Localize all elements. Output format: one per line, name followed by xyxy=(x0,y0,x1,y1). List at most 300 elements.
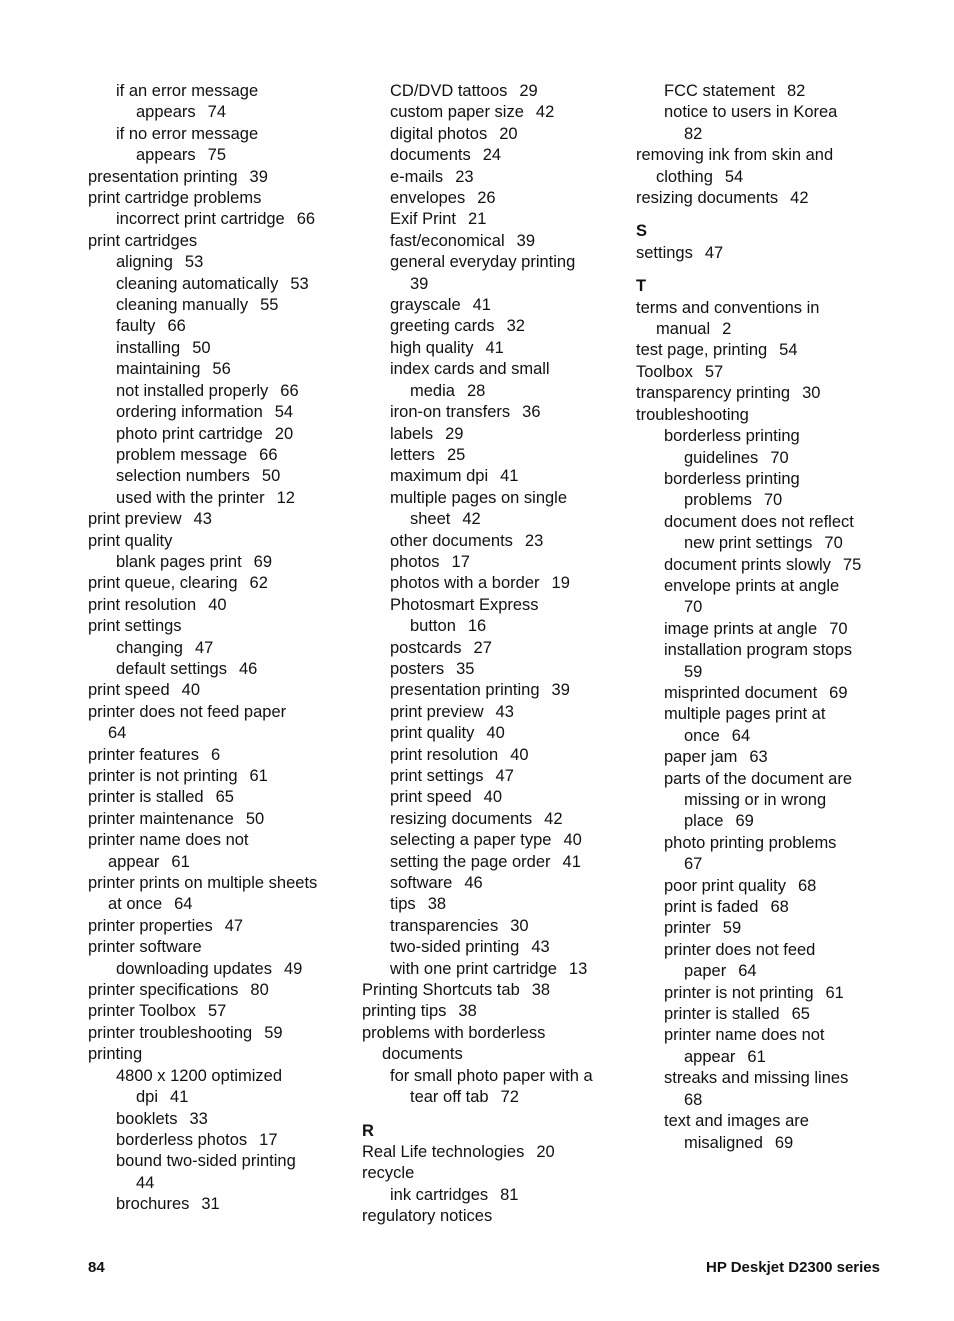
index-entry xyxy=(636,1090,898,1111)
index-entry-text: incorrect print cartridge xyxy=(116,210,285,229)
index-entry-text: clothing xyxy=(656,167,713,186)
index-entry xyxy=(362,102,624,123)
index-entry xyxy=(88,359,350,380)
index-entry-text: grayscale xyxy=(390,296,461,315)
index-entry xyxy=(88,573,350,594)
index-entry-text: printer is not printing xyxy=(88,767,238,785)
index-entry-text: default settings xyxy=(116,659,227,678)
index-entry-page: 40 xyxy=(510,745,529,764)
index-entry xyxy=(636,448,898,469)
index-entry xyxy=(362,1001,624,1022)
index-entry xyxy=(636,918,898,939)
index-entry xyxy=(636,81,898,102)
index-entry-page: 26 xyxy=(477,189,496,208)
index-entry-text: booklets xyxy=(116,1109,178,1128)
index-entry xyxy=(88,937,350,958)
index-entry xyxy=(362,616,624,637)
index-entry-text: problems xyxy=(684,491,752,510)
index-entry-text: presentation printing xyxy=(390,681,540,700)
index-entry xyxy=(362,659,624,680)
index-entry xyxy=(636,555,898,576)
index-entry-page: 27 xyxy=(473,638,492,657)
index-entry-text: printer does not feed paper xyxy=(88,702,287,721)
index-entry-text: photo print cartridge xyxy=(116,424,263,443)
index-entry-page: 28 xyxy=(466,381,486,400)
index-entry xyxy=(362,124,624,145)
index-entry xyxy=(362,552,624,573)
index-entry xyxy=(362,745,624,766)
index-entry xyxy=(362,338,624,359)
index-entry-text: printer name does not xyxy=(664,1026,825,1045)
index-entry-text: problems with borderless xyxy=(362,1023,546,1042)
index-entry xyxy=(636,619,898,640)
index-entry xyxy=(88,787,350,808)
index-entry-text: Printing Shortcuts tab xyxy=(362,981,520,1000)
index-entry xyxy=(88,1087,350,1108)
index-entry xyxy=(636,243,898,264)
index-entry-page: 50 xyxy=(261,467,281,486)
index-entry-text: sheet xyxy=(410,510,451,529)
index-entry xyxy=(88,702,350,723)
index-entry-text: high quality xyxy=(390,338,474,357)
index-entry xyxy=(88,252,350,273)
index-entry xyxy=(362,1023,624,1044)
index-entry-text: dpi xyxy=(136,1088,159,1107)
index-entry xyxy=(362,916,624,937)
index-entry xyxy=(88,102,350,123)
index-entry-page: 24 xyxy=(482,146,502,165)
index-entry xyxy=(88,466,350,487)
index-entry xyxy=(362,638,624,659)
index-entry xyxy=(88,338,350,359)
index-entry-text: print queue, clearing xyxy=(88,574,238,593)
index-entry xyxy=(88,980,350,1001)
index-entry-page: 74 xyxy=(207,103,226,122)
index-entry-page: 68 xyxy=(684,1090,703,1109)
book-title: HP Deskjet D2300 series xyxy=(705,1259,880,1276)
index-entry xyxy=(362,1044,624,1065)
index-entry xyxy=(362,359,624,380)
index-entry-page: 66 xyxy=(280,381,299,400)
index-entry-page: 40 xyxy=(208,595,227,614)
index-entry-page: 29 xyxy=(445,424,464,443)
index-entry-text: for small photo paper with a xyxy=(390,1066,593,1085)
index-entry-text: printer software xyxy=(88,938,202,957)
index-entry-text: photos with a border xyxy=(390,574,540,593)
index-entry-page: 20 xyxy=(499,124,518,143)
index-entry-text: poor print quality xyxy=(664,876,786,895)
index-entry-text: documents xyxy=(390,146,471,165)
index-entry-text: notice to users in Korea xyxy=(664,103,838,122)
index-entry xyxy=(362,830,624,851)
index-entry-text: posters xyxy=(390,659,445,678)
index-entry-text: button xyxy=(410,617,456,636)
index-entry-page: 69 xyxy=(735,812,754,831)
index-entry xyxy=(88,381,350,402)
index-entry xyxy=(636,1047,898,1068)
index-entry-text: recycle xyxy=(362,1164,415,1183)
index-entry xyxy=(636,102,898,123)
index-entry-page: 33 xyxy=(189,1109,208,1128)
index-entry xyxy=(88,1001,350,1022)
index-entry-text: printer maintenance xyxy=(88,809,234,828)
index-entry-text: image prints at angle xyxy=(664,619,818,638)
index-entry-page: 50 xyxy=(245,809,265,828)
index-entry-text: printer troubleshooting xyxy=(88,1023,253,1042)
index-entry-text: resizing documents xyxy=(390,809,533,828)
index-entry-text: selection numbers xyxy=(116,467,250,486)
index-entry xyxy=(88,745,350,766)
index-entry xyxy=(636,576,898,597)
index-entry xyxy=(636,469,898,490)
index-entry xyxy=(636,340,898,361)
index-entry-text: maximum dpi xyxy=(390,467,489,486)
index-entry-page: 41 xyxy=(472,296,491,315)
index-entry-text: FCC statement xyxy=(664,82,775,100)
index-entry xyxy=(362,1087,624,1108)
index-entry xyxy=(636,1025,898,1046)
index-entry-text: photos xyxy=(390,552,440,571)
index-entry-text: misprinted document xyxy=(664,683,818,702)
index-entry-text: misaligned xyxy=(684,1133,763,1152)
index-entry-text: multiple pages on single xyxy=(390,488,568,507)
index-entry xyxy=(362,595,624,616)
index-entry-page: 41 xyxy=(500,467,519,486)
index-entry-page: 39 xyxy=(516,231,535,250)
index-entry-text: installing xyxy=(116,338,181,357)
index-entry-page: 21 xyxy=(468,210,487,229)
index-entry xyxy=(636,940,898,961)
index-entry-page: 66 xyxy=(259,445,278,464)
index-entry-text: paper jam xyxy=(664,748,738,767)
index-entry-text: guidelines xyxy=(684,448,759,467)
index-column-3 xyxy=(636,81,898,1154)
index-entry xyxy=(636,383,898,404)
index-entry-text: resizing documents xyxy=(636,189,779,208)
index-entry xyxy=(88,916,350,937)
index-entry-page: 42 xyxy=(544,809,563,828)
index-entry-text: tear off tab xyxy=(410,1088,489,1107)
index-column-1 xyxy=(88,81,350,1216)
index-entry-text: letters xyxy=(390,445,435,464)
index-entry-text: print cartridge problems xyxy=(88,189,262,208)
index-entry-page: 75 xyxy=(207,146,226,165)
index-entry-page: 30 xyxy=(802,384,821,403)
index-entry-text: envelopes xyxy=(390,189,466,208)
index-entry xyxy=(88,188,350,209)
index-entry-text: CD/DVD tattoos xyxy=(390,82,508,100)
index-entry-page: 40 xyxy=(181,681,200,700)
index-entry-text: envelope prints at angle xyxy=(664,576,840,595)
index-entry-page: 31 xyxy=(201,1195,220,1214)
index-entry-text: once xyxy=(684,726,720,745)
index-entry-page: 61 xyxy=(171,852,190,871)
index-entry xyxy=(636,319,898,340)
index-entry-page: 72 xyxy=(500,1088,519,1107)
index-entry xyxy=(362,209,624,230)
index-entry xyxy=(88,81,350,102)
index-entry-text: missing or in wrong xyxy=(684,791,827,809)
index-entry xyxy=(88,595,350,616)
index-entry xyxy=(362,852,624,873)
index-entry xyxy=(362,231,624,252)
index-entry xyxy=(362,873,624,894)
index-entry-text: document does not reflect xyxy=(664,512,854,531)
index-entry-text: labels xyxy=(390,424,434,443)
index-entry-text: installation program stops xyxy=(664,641,853,660)
index-entry-text: Exif Print xyxy=(390,210,457,229)
index-entry xyxy=(88,274,350,295)
index-entry xyxy=(636,683,898,704)
index-entry-text: maintaining xyxy=(116,360,201,379)
index-entry-text: Real Life technologies xyxy=(362,1142,525,1161)
index-entry-text: presentation printing xyxy=(88,167,238,186)
index-entry-page: 67 xyxy=(684,855,703,874)
index-entry xyxy=(362,702,624,723)
index-entry-page: 80 xyxy=(250,981,269,1000)
index-entry-page: 16 xyxy=(467,617,487,636)
index-entry xyxy=(88,124,350,145)
index-entry-text: aligning xyxy=(116,253,173,272)
index-entry xyxy=(362,445,624,466)
index-entry-text: printer is stalled xyxy=(88,788,204,807)
index-entry-text: print resolution xyxy=(390,745,499,764)
index-entry-page: 38 xyxy=(531,981,551,1000)
index-entry-page: 54 xyxy=(724,167,744,186)
index-entry xyxy=(362,145,624,166)
index-entry-page: 43 xyxy=(531,938,550,957)
index-entry-text: settings xyxy=(636,243,693,262)
page-number: 84 xyxy=(88,1259,105,1276)
index-entry xyxy=(636,188,898,209)
index-entry xyxy=(636,167,898,188)
index-entry-page: 70 xyxy=(770,448,789,467)
index-entry-page: 59 xyxy=(722,919,742,938)
index-entry xyxy=(88,1130,350,1151)
index-entry xyxy=(636,876,898,897)
index-entry-text: appears xyxy=(136,103,196,122)
index-entry-page: 17 xyxy=(259,1130,278,1149)
index-entry xyxy=(362,509,624,530)
index-entry xyxy=(362,1163,624,1184)
index-entry-text: streaks and missing lines xyxy=(664,1069,849,1088)
index-entry xyxy=(636,704,898,725)
index-entry-page: 55 xyxy=(260,296,279,315)
index-entry-text: greeting cards xyxy=(390,317,495,336)
index-entry-text: borderless printing xyxy=(664,469,800,488)
index-entry xyxy=(636,811,898,832)
index-entry-text: printer is stalled xyxy=(664,1005,780,1024)
index-entry-page: 38 xyxy=(458,1002,477,1021)
index-entry-page: 41 xyxy=(170,1088,189,1107)
index-entry xyxy=(88,723,350,744)
index-entry-text: manual xyxy=(656,320,711,339)
index-entry-page: 36 xyxy=(522,403,541,422)
index-entry xyxy=(362,1206,624,1227)
index-entry xyxy=(362,680,624,701)
index-entry xyxy=(362,167,624,188)
index-entry xyxy=(88,659,350,680)
index-entry-text: appear xyxy=(108,852,160,871)
index-entry-page: 23 xyxy=(455,167,474,186)
index-entry xyxy=(362,959,624,980)
index-entry-page: 47 xyxy=(224,916,244,935)
index-entry-page: 61 xyxy=(747,1047,766,1066)
index-entry-page: 59 xyxy=(264,1023,283,1042)
index-entry xyxy=(636,490,898,511)
index-entry xyxy=(636,790,898,811)
index-entry-page: 54 xyxy=(779,341,798,360)
index-entry-text: paper xyxy=(684,962,727,981)
index-entry-text: print quality xyxy=(88,531,173,550)
index-entry-text: used with the printer xyxy=(116,488,265,507)
index-entry-page: 39 xyxy=(410,274,429,293)
index-entry xyxy=(88,1044,350,1065)
index-entry-text: brochures xyxy=(116,1195,190,1214)
index-entry-text: postcards xyxy=(390,638,462,657)
index-entry-text: cleaning manually xyxy=(116,296,249,315)
index-entry-page: 69 xyxy=(774,1133,794,1152)
index-entry xyxy=(88,402,350,423)
index-entry-text: downloading updates xyxy=(116,959,272,978)
index-entry-page: 70 xyxy=(829,619,848,638)
index-entry-page: 20 xyxy=(274,424,294,443)
index-section-letter: T xyxy=(636,277,647,296)
index-entry xyxy=(88,167,350,188)
index-entry-page: 47 xyxy=(704,243,724,262)
index-entry-text: bound two-sided printing xyxy=(116,1152,296,1171)
index-entry-page: 46 xyxy=(239,659,258,678)
index-entry-text: borderless photos xyxy=(116,1130,248,1149)
index-entry xyxy=(362,188,624,209)
index-entry xyxy=(88,1109,350,1130)
index-entry-text: cleaning automatically xyxy=(116,274,279,293)
index-entry-page: 42 xyxy=(462,510,481,529)
index-entry-text: at once xyxy=(108,895,163,914)
index-entry-text: two-sided printing xyxy=(390,938,520,957)
index-entry xyxy=(362,531,624,552)
index-entry-page: 25 xyxy=(446,445,466,464)
index-entry-page: 61 xyxy=(249,767,268,785)
index-entry-text: documents xyxy=(382,1045,463,1064)
index-entry-page: 64 xyxy=(731,726,751,745)
index-entry xyxy=(636,769,898,790)
index-entry-page: 70 xyxy=(763,491,783,510)
index-entry-text: print is faded xyxy=(664,898,759,917)
index-entry-text: printing xyxy=(88,1045,143,1064)
index-entry xyxy=(362,980,624,1001)
index-entry-page: 30 xyxy=(510,916,529,935)
index-entry xyxy=(636,897,898,918)
index-entry xyxy=(88,830,350,851)
index-entry xyxy=(362,424,624,445)
index-entry xyxy=(88,680,350,701)
index-entry-page: 82 xyxy=(786,82,806,100)
index-entry-text: printing tips xyxy=(362,1002,447,1021)
index-entry-text: software xyxy=(390,874,453,893)
index-entry xyxy=(636,426,898,447)
index-entry-page: 69 xyxy=(829,683,848,702)
index-entry xyxy=(362,787,624,808)
index-entry xyxy=(362,466,624,487)
index-entry-text: custom paper size xyxy=(390,103,524,122)
index-entry-page: 50 xyxy=(192,338,211,357)
index-entry-text: printer features xyxy=(88,745,199,764)
index-entry-page: 43 xyxy=(495,702,514,721)
index-entry-page: 23 xyxy=(524,531,544,550)
index-entry-text: Toolbox xyxy=(636,362,693,381)
index-entry xyxy=(88,424,350,445)
index-entry-page: 68 xyxy=(798,876,817,895)
index-entry xyxy=(636,640,898,661)
index-entry-page: 66 xyxy=(167,317,186,336)
index-entry-page: 29 xyxy=(519,82,538,100)
index-entry xyxy=(88,445,350,466)
index-entry-page: 40 xyxy=(563,831,582,850)
index-entry xyxy=(636,726,898,747)
index-entry xyxy=(362,274,624,295)
index-entry xyxy=(88,959,350,980)
index-entry xyxy=(88,231,350,252)
index-entry xyxy=(636,1068,898,1089)
index-entry-text: test page, printing xyxy=(636,341,768,360)
index-entry xyxy=(636,662,898,683)
index-entry-text: print preview xyxy=(390,702,484,721)
index-entry-text: iron-on transfers xyxy=(390,403,511,422)
index-entry-text: changing xyxy=(116,638,183,657)
index-entry-page: 70 xyxy=(824,534,843,553)
index-entry xyxy=(88,316,350,337)
index-entry xyxy=(636,597,898,618)
index-entry-page: 54 xyxy=(274,403,294,422)
index-entry-text: other documents xyxy=(390,531,513,550)
index-entry xyxy=(88,766,350,787)
index-entry xyxy=(88,552,350,573)
index-entry-page: 75 xyxy=(842,555,862,574)
index-entry-text: appear xyxy=(684,1047,736,1066)
index-entry xyxy=(362,809,624,830)
index-section-letter: S xyxy=(636,222,648,241)
index-entry xyxy=(636,298,898,319)
index-entry-text: new print settings xyxy=(684,534,813,553)
index-entry-page: 68 xyxy=(770,898,789,917)
index-entry-page: 41 xyxy=(485,338,504,357)
index-entry-page: 65 xyxy=(791,1005,810,1024)
index-entry xyxy=(362,1142,624,1163)
index-entry-page: 57 xyxy=(207,1002,227,1021)
index-entry xyxy=(88,295,350,316)
index-entry-page: 47 xyxy=(495,767,514,785)
index-entry-text: if no error message xyxy=(116,124,259,143)
index-entry-page: 17 xyxy=(451,552,470,571)
index-entry-text: photo printing problems xyxy=(664,833,837,852)
index-entry-text: faulty xyxy=(116,317,156,336)
index-entry-text: problem message xyxy=(116,445,248,464)
index-entry xyxy=(362,295,624,316)
index-entry-text: setting the page order xyxy=(390,852,551,871)
index-entry-page: 40 xyxy=(483,788,502,807)
index-entry-page: 63 xyxy=(749,748,768,767)
index-entry xyxy=(362,573,624,594)
index-entry-page: 40 xyxy=(486,724,505,743)
index-entry xyxy=(88,1173,350,1194)
index-entry-text: troubleshooting xyxy=(636,405,749,424)
index-entry-page: 70 xyxy=(684,598,703,617)
index-entry-text: index cards and small xyxy=(390,360,550,379)
index-entry-page: 64 xyxy=(174,895,193,914)
index-entry-page: 47 xyxy=(194,638,214,657)
index-entry-page: 13 xyxy=(568,959,588,978)
